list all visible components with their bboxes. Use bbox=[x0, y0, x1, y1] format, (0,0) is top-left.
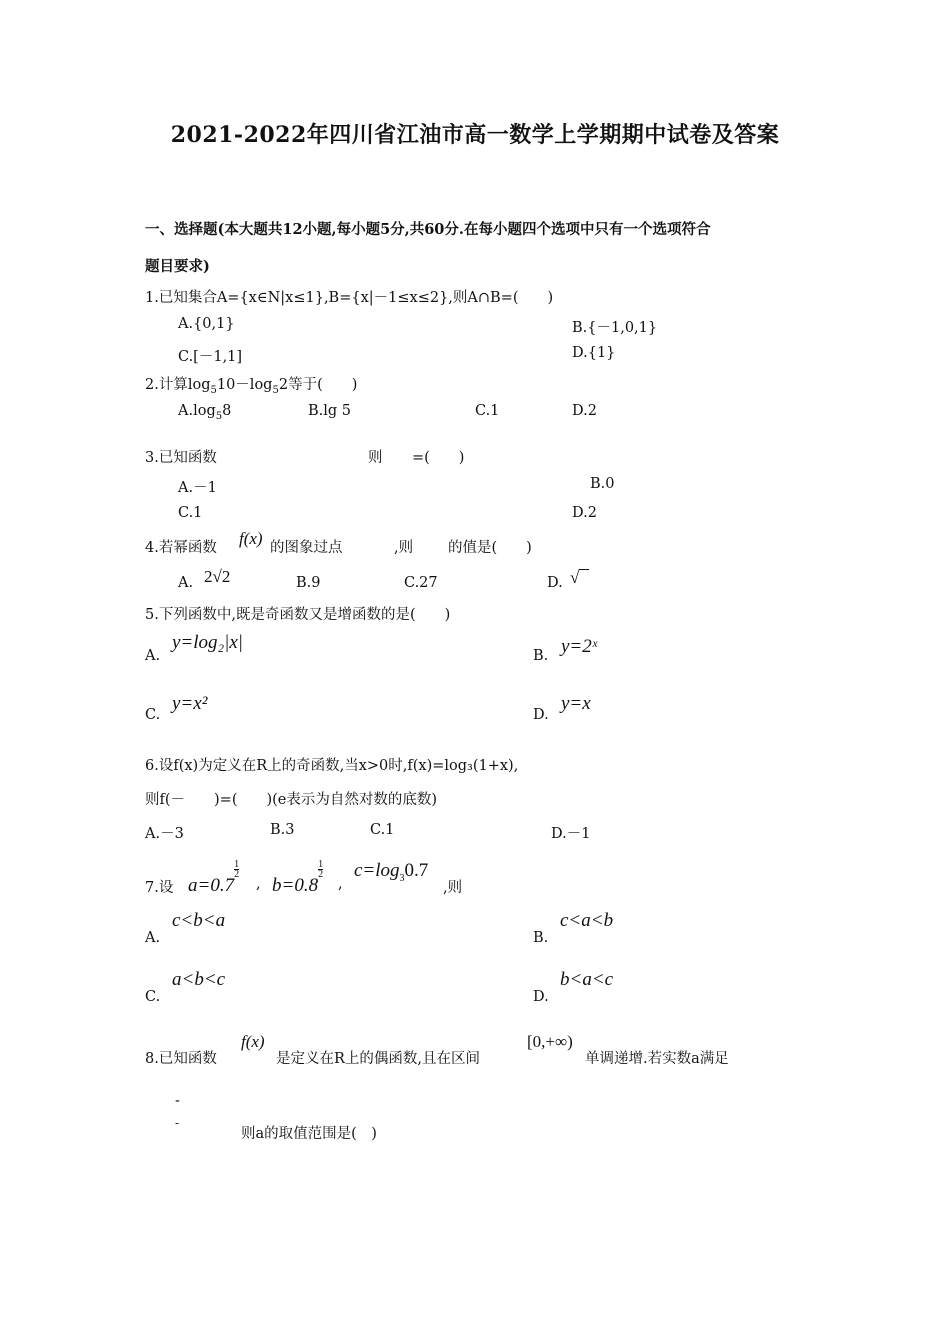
question-2-stem: 2.计算$\log_510-\log_52$等于( ) bbox=[145, 377, 358, 396]
question-6-option-d: D.－1 bbox=[551, 826, 591, 842]
question-7-option-d-label: D. bbox=[533, 989, 549, 1005]
question-4-option-a-label: A. bbox=[178, 575, 194, 591]
question-7-b-expr: b=0.8 $\frac{1}{2}$ bbox=[272, 859, 324, 896]
section-heading-line2: 题目要求) bbox=[145, 258, 210, 275]
question-5-stem: 5.下列函数中,既是奇函数又是增函数的是( ) bbox=[145, 607, 451, 623]
question-4-stem-c: ,则 bbox=[394, 540, 414, 556]
question-3-stem-c: =( ) bbox=[412, 450, 465, 466]
question-7-option-c-math: a<b<c bbox=[172, 969, 226, 990]
question-8-dash-2: - bbox=[175, 1116, 180, 1130]
question-5-option-d-label: D. bbox=[533, 707, 549, 723]
question-7-comma-2: , bbox=[338, 876, 343, 892]
question-7-comma-1: , bbox=[256, 876, 261, 892]
question-3-option-c: C.1 bbox=[178, 505, 203, 521]
question-4-stem-a: 4.若幂函数 bbox=[145, 540, 217, 556]
question-5-option-d-math: y=x bbox=[561, 693, 591, 714]
question-2-option-b: B.lg 5 bbox=[308, 403, 352, 419]
question-7-stem-a: 7.设 bbox=[145, 880, 174, 896]
question-7-option-a-label: A. bbox=[145, 930, 161, 946]
question-4-stem-d: 的值是( ) bbox=[448, 540, 532, 556]
question-5-option-a-label: A. bbox=[145, 648, 161, 664]
question-5-option-c-label: C. bbox=[145, 707, 161, 723]
question-8-stem-a: 8.已知函数 bbox=[145, 1051, 217, 1067]
question-6-line1: 6.设f(x)为定义在R上的奇函数,当x>0时,f(x)=log₃(1+x), bbox=[145, 758, 519, 774]
question-8-dash-1: - bbox=[175, 1093, 180, 1109]
question-6-line2: 则f(－ )=( )(e表示为自然对数的底数) bbox=[145, 792, 438, 808]
question-3-option-b: B.0 bbox=[590, 476, 615, 492]
question-7-option-b-math: c<a<b bbox=[560, 910, 614, 931]
question-6-option-b: B.3 bbox=[270, 822, 295, 838]
page-title: 2021-2022年四川省江油市高一数学上学期期中试卷及答案 bbox=[170, 122, 780, 148]
question-3-option-a: A.－1 bbox=[178, 480, 217, 496]
question-1-option-c: C.[－1,1] bbox=[178, 349, 243, 365]
question-6-option-a: A.－3 bbox=[145, 826, 184, 842]
question-1-option-a: A.{0,1} bbox=[178, 316, 235, 332]
question-7-a-expr: a=0.7 $\frac{1}{2}$ bbox=[188, 859, 240, 896]
question-4-stem-b: 的图象过点 bbox=[270, 540, 343, 556]
question-8-fx: f(x) bbox=[241, 1032, 265, 1051]
question-7-option-c-label: C. bbox=[145, 989, 161, 1005]
question-3-stem-b: 则 bbox=[368, 450, 383, 466]
question-4-option-d-math: √ bbox=[570, 568, 589, 588]
question-4-option-c: C.27 bbox=[404, 575, 438, 591]
section-heading-line1: 一、选择题(本大题共12小题,每小题5分,共60分.在每小题四个选项中只有一个选项符合 bbox=[145, 221, 711, 238]
question-7-c-expr: $c=\log_30.7$ bbox=[354, 860, 429, 884]
question-5-option-b-label: B. bbox=[533, 648, 549, 664]
question-8-stem-d: 则a的取值范围是( ) bbox=[241, 1126, 377, 1142]
question-1-option-b: B.{－1,0,1} bbox=[572, 320, 658, 336]
question-7-option-d-math: b<a<c bbox=[560, 969, 614, 990]
question-5-option-c-math: y=x² bbox=[172, 693, 208, 714]
question-4-option-b: B.9 bbox=[296, 575, 321, 591]
question-3-stem-a: 3.已知函数 bbox=[145, 450, 217, 466]
question-2-option-a: $A.\log_58$ bbox=[178, 403, 232, 422]
question-5-option-b-math: y=2ˣ bbox=[561, 636, 598, 657]
question-6-option-c: C.1 bbox=[370, 822, 395, 838]
question-2-option-c: C.1 bbox=[475, 403, 500, 419]
question-8-interval: [0,+∞) bbox=[527, 1032, 573, 1051]
question-5-option-a-math: y=log₂|x| bbox=[172, 632, 244, 653]
question-1-option-d: D.{1} bbox=[572, 345, 616, 361]
question-8-stem-c: 单调递增.若实数a满足 bbox=[585, 1051, 729, 1067]
question-8-stem-b: 是定义在R上的偶函数,且在区间 bbox=[276, 1051, 481, 1067]
question-7-stem-end: ,则 bbox=[443, 880, 463, 896]
question-1-stem: 1.已知集合A={x∈N|x≤1},B={x|－1≤x≤2},则A∩B=( ) bbox=[145, 290, 554, 306]
question-3-option-d: D.2 bbox=[572, 505, 597, 521]
question-7-option-b-label: B. bbox=[533, 930, 549, 946]
question-4-fx: f(x) bbox=[239, 529, 263, 548]
question-7-option-a-math: c<b<a bbox=[172, 910, 226, 931]
question-2-option-d: D.2 bbox=[572, 403, 597, 419]
question-4-option-d-label: D. bbox=[547, 575, 563, 591]
question-4-option-a-math: 2√2 bbox=[204, 567, 231, 586]
